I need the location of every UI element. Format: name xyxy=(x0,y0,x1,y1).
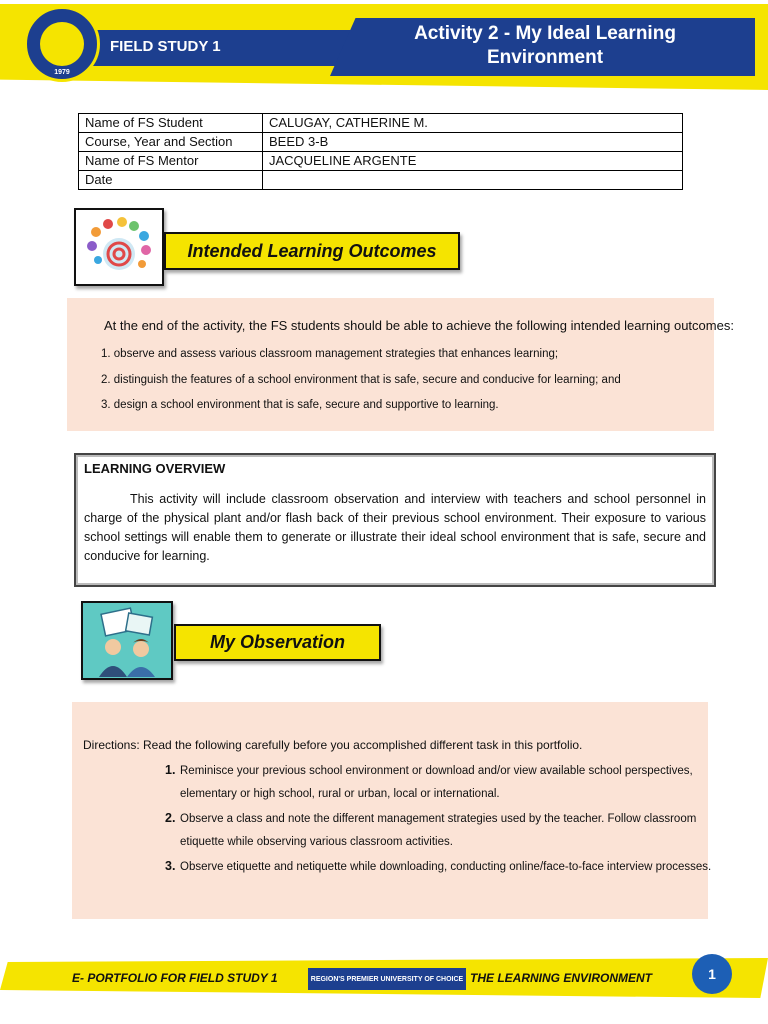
learning-overview-body xyxy=(84,490,706,566)
ilo-item-1: 1. observe and assess various classroom management strategies that enhances learning; xyxy=(101,348,559,360)
ilo-item-2: 2. distinguish the features of a school environment that is safe, secure and conducive for learning; and xyxy=(101,374,621,386)
learning-overview-title: LEARNING OVERVIEW xyxy=(84,461,226,476)
learning-overview-text: This activity will include classroom observation and interview with teachers and school personnel in charge of the physical plant and/or flash back of their previous school environment. Their exposure to various school settings will enable them to generate or illustrate their ideal school environment that is safe, secure and conducive for learning. xyxy=(84,492,706,563)
table-row xyxy=(79,133,683,152)
table-row xyxy=(79,152,683,171)
interview-people-icon xyxy=(83,603,171,678)
info-label: Name of FS Mentor xyxy=(79,152,263,171)
direction-item-3-line1: Observe etiquette and netiquette while downloading, conducting online/face-to-face interview processes. xyxy=(180,861,712,873)
info-label: Name of FS Student xyxy=(79,114,263,133)
info-value xyxy=(263,171,683,190)
direction-number: 1. xyxy=(165,763,176,777)
page-title xyxy=(380,22,710,70)
direction-item-2-line1: Observe a class and note the different management strategies used by the teacher. Follow classroom xyxy=(180,813,697,825)
page-title-line2: Environment xyxy=(486,47,604,68)
observation-banner: My Observation xyxy=(174,624,381,661)
directions-intro: Directions: Read the following carefully before you accomplished different task in this portfolio. xyxy=(83,738,583,752)
ilo-item-3: 3. design a school environment that is safe, secure and supportive to learning. xyxy=(101,399,499,411)
page-number: 1 xyxy=(692,954,732,994)
direction-number: 3. xyxy=(165,859,176,873)
direction-item-1-line2: elementary or high school, rural or urban, local or international. xyxy=(180,788,500,800)
observation-icon-box xyxy=(81,601,173,680)
info-value: CALUGAY, CATHERINE M. xyxy=(263,114,683,133)
ilo-icon-box xyxy=(74,208,164,286)
page-title-line1: Activity 2 - My Ideal Learning xyxy=(414,23,676,44)
ilo-banner: Intended Learning Outcomes xyxy=(164,232,460,270)
field-study-label: FIELD STUDY 1 xyxy=(110,38,221,55)
target-goals-icon xyxy=(76,210,162,284)
seal-lion-emblem xyxy=(40,22,84,66)
info-label: Course, Year and Section xyxy=(79,133,263,152)
student-info-table xyxy=(78,113,683,190)
direction-number: 2. xyxy=(165,811,176,825)
ilo-intro: At the end of the activity, the FS students should be able to achieve the following intended learning outcomes: xyxy=(104,318,734,333)
table-row xyxy=(79,171,683,190)
footer-badge: REGION'S PREMIER UNIVERSITY OF CHOICE xyxy=(308,968,466,990)
footer-left-text: E- PORTFOLIO FOR FIELD STUDY 1 xyxy=(72,971,278,985)
direction-item-2-line2: etiquette while observing various classroom activities. xyxy=(180,836,453,848)
table-row xyxy=(79,114,683,133)
info-value: JACQUELINE ARGENTE xyxy=(263,152,683,171)
footer-right-text: THE LEARNING ENVIRONMENT xyxy=(470,971,653,985)
direction-item-1-line1: Reminisce your previous school environment or download and/or view available school perspectives, xyxy=(180,765,693,777)
university-seal-logo xyxy=(24,6,100,82)
info-label: Date xyxy=(79,171,263,190)
seal-year: 1979 xyxy=(54,69,70,76)
info-value: BEED 3-B xyxy=(263,133,683,152)
